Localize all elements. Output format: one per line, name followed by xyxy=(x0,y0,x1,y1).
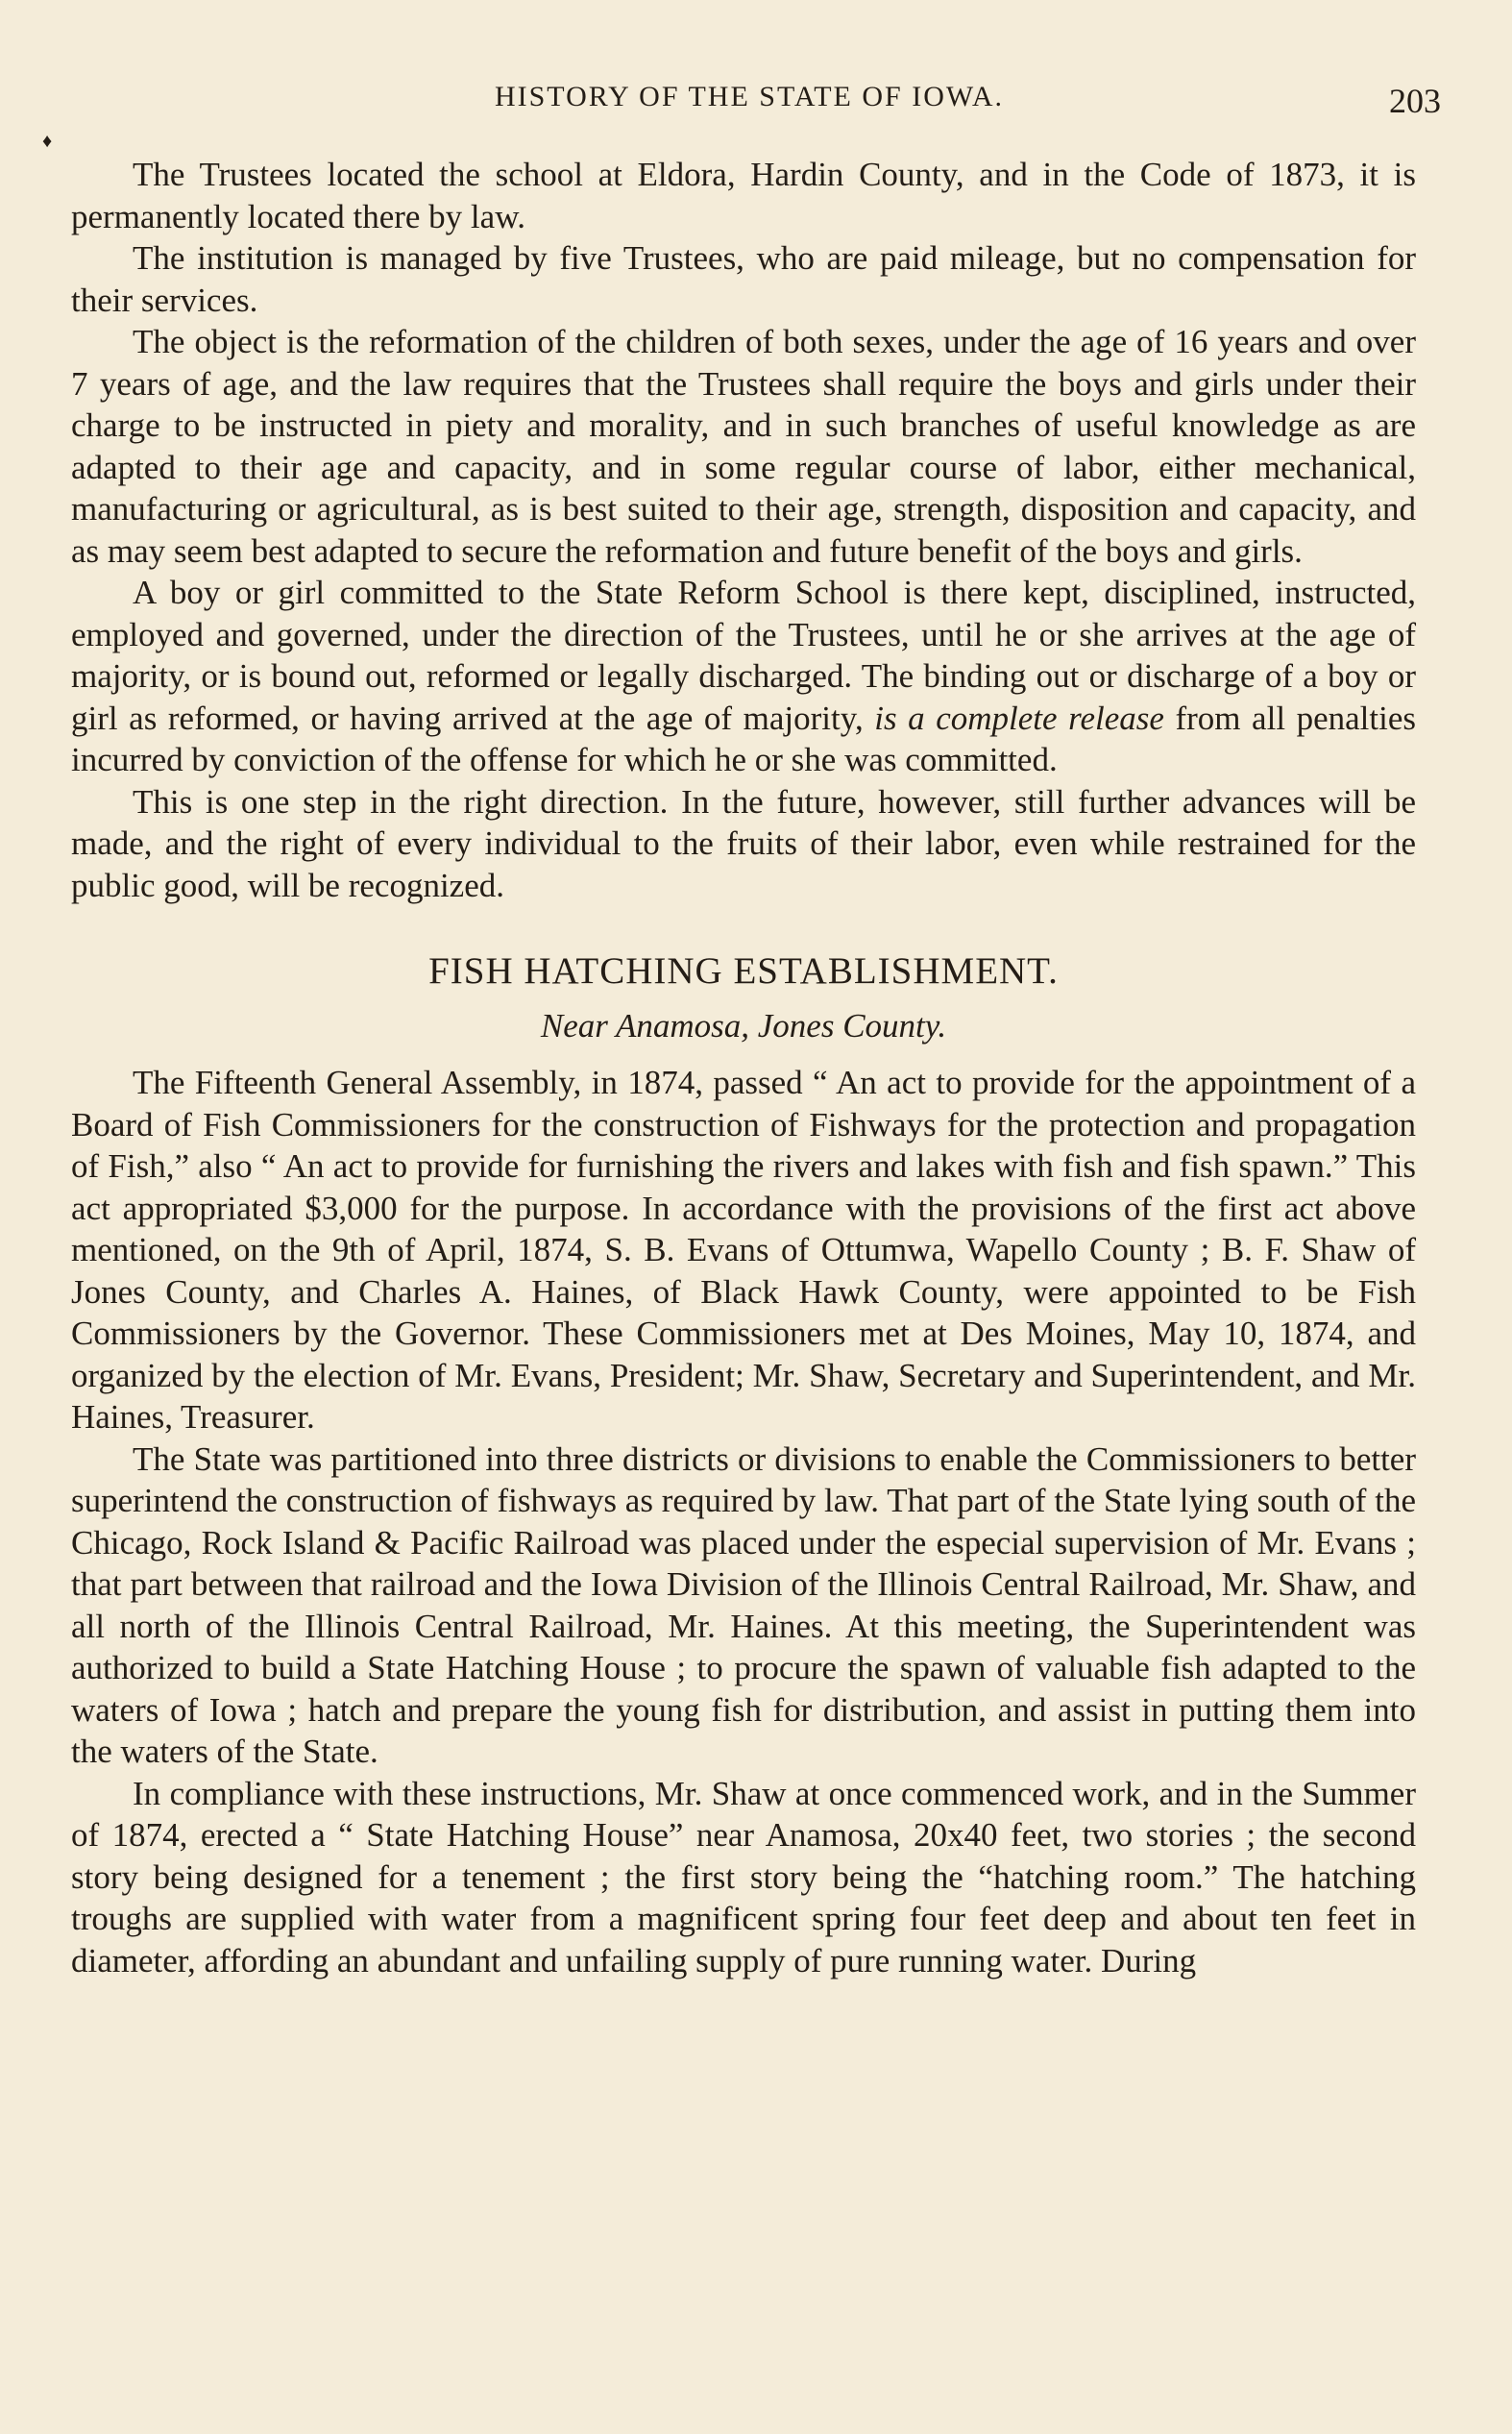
running-head xyxy=(58,81,1441,129)
paragraph-school-location: The Trustees located the school at Eldora, Hardin County, and in the Code of 1873, it is permanently located there by law. xyxy=(71,156,1416,235)
paragraph-districts: The State was partitioned into three districts or divisions to enable the Commissioners to better superintend the construction of fishways as required by law. That part of the State lying south of the Chicago, Rock Island & Pacific Railroad was placed under the especial supervision of Mr. Evans ; that part between that railroad and the Iowa Division of the Illinois Central Railroad, Mr. Shaw, and all north of the Illinois Central Railroad, Mr. Haines. At this meeting, the Superintendent was authorized to build a State Hatching House ; to procure the spawn of valuable fish adapted to the waters of Iowa ; hatch and prepare the young fish for distribution, and assist in putting them into the waters of the State. xyxy=(71,1439,1416,1770)
page-body xyxy=(71,154,1416,1981)
paragraph-trustees: The institution is managed by five Trustees, who are paid mileage, but no compensation for their services. xyxy=(71,239,1416,319)
paragraph-right-direction: This is one step in the right direction. In the future, however, still further advances will be made, and the right of every individual to the fruits of their labor, even while restrained for the public good, will be recognized. xyxy=(71,782,1416,904)
emphasis-complete-release: is a complete release xyxy=(874,699,1164,737)
margin-diamond-mark: ♦ xyxy=(42,131,53,152)
paragraph-committed xyxy=(71,572,1416,781)
section-heading: FISH HATCHING ESTABLISHMENT. xyxy=(428,950,1059,992)
paragraph-object: The object is the reformation of the children of both sexes, under the age of 16 years and over 7 years of age, and the law requires that the Trustees shall require the boys and girls under their charge to be instructed in piety and morality, and in such branches of useful knowledge as are adapted to their age and capacity, and in some regular course of labor, either mechanical, manufacturing or agricultural, as is best suited to their age, strength, disposition and capacity, and as may seem best adapted to secure the reformation and future benefit of the boys and girls. xyxy=(71,323,1416,570)
page-number: 203 xyxy=(1389,82,1441,120)
section-subheading: Near Anamosa, Jones County. xyxy=(540,1007,947,1045)
running-title: HISTORY OF THE STATE OF IOWA. xyxy=(494,81,1005,112)
paragraph-hatching-house: In compliance with these instructions, Mr. Shaw at once commenced work, and in the Summer of 1874, erected a “ State Hatching House” near Anamosa, 20x40 feet, two stories ; the second story being designed for a tenement ; the first story being the “hatching room.” The hatching troughs are supplied with water from a magnificent spring four feet deep and about ten feet in diameter, affording an abundant and unfailing supply of pure running water. During xyxy=(71,1774,1416,1979)
paragraph-committed-text-start: A boy or girl committed to the State Reform School is there kept, disciplined, instructed, employed and governed, under the direction of the Trustees, until he or she arrives at the age of majority, or is bound out, reformed or legally discharged. The binding out or discharge of a boy or girl as reformed, or having arrived at the age of majority, xyxy=(71,574,1416,737)
paragraph-fish-act: The Fifteenth General Assembly, in 1874, passed “ An act to provide for the appointment of a Board of Fish Commissioners for the construction of Fishways for the protection and propagation of Fish,” also “ An act to provide for furnishing the rivers and lakes with fish and fish spawn.” This act appropriated $3,000 for the purpose. In accordance with the provisions of the first act above mentioned, on the 9th of April, 1874, S. B. Evans of Ottumwa, Wapello County ; B. F. Shaw of Jones County, and Charles A. Haines, of Black Hawk County, were appointed to be Fish Commissioners by the Governor. These Commissioners met at Des Moines, May 10, 1874, and organized by the election of Mr. Evans, President; Mr. Shaw, Secretary and Superintendent, and Mr. Haines, Treasurer. xyxy=(71,1064,1416,1436)
paragraph-committed-text-end: from all penalties incurred by conviction of the offense for which he or she was committed. xyxy=(71,699,1417,778)
